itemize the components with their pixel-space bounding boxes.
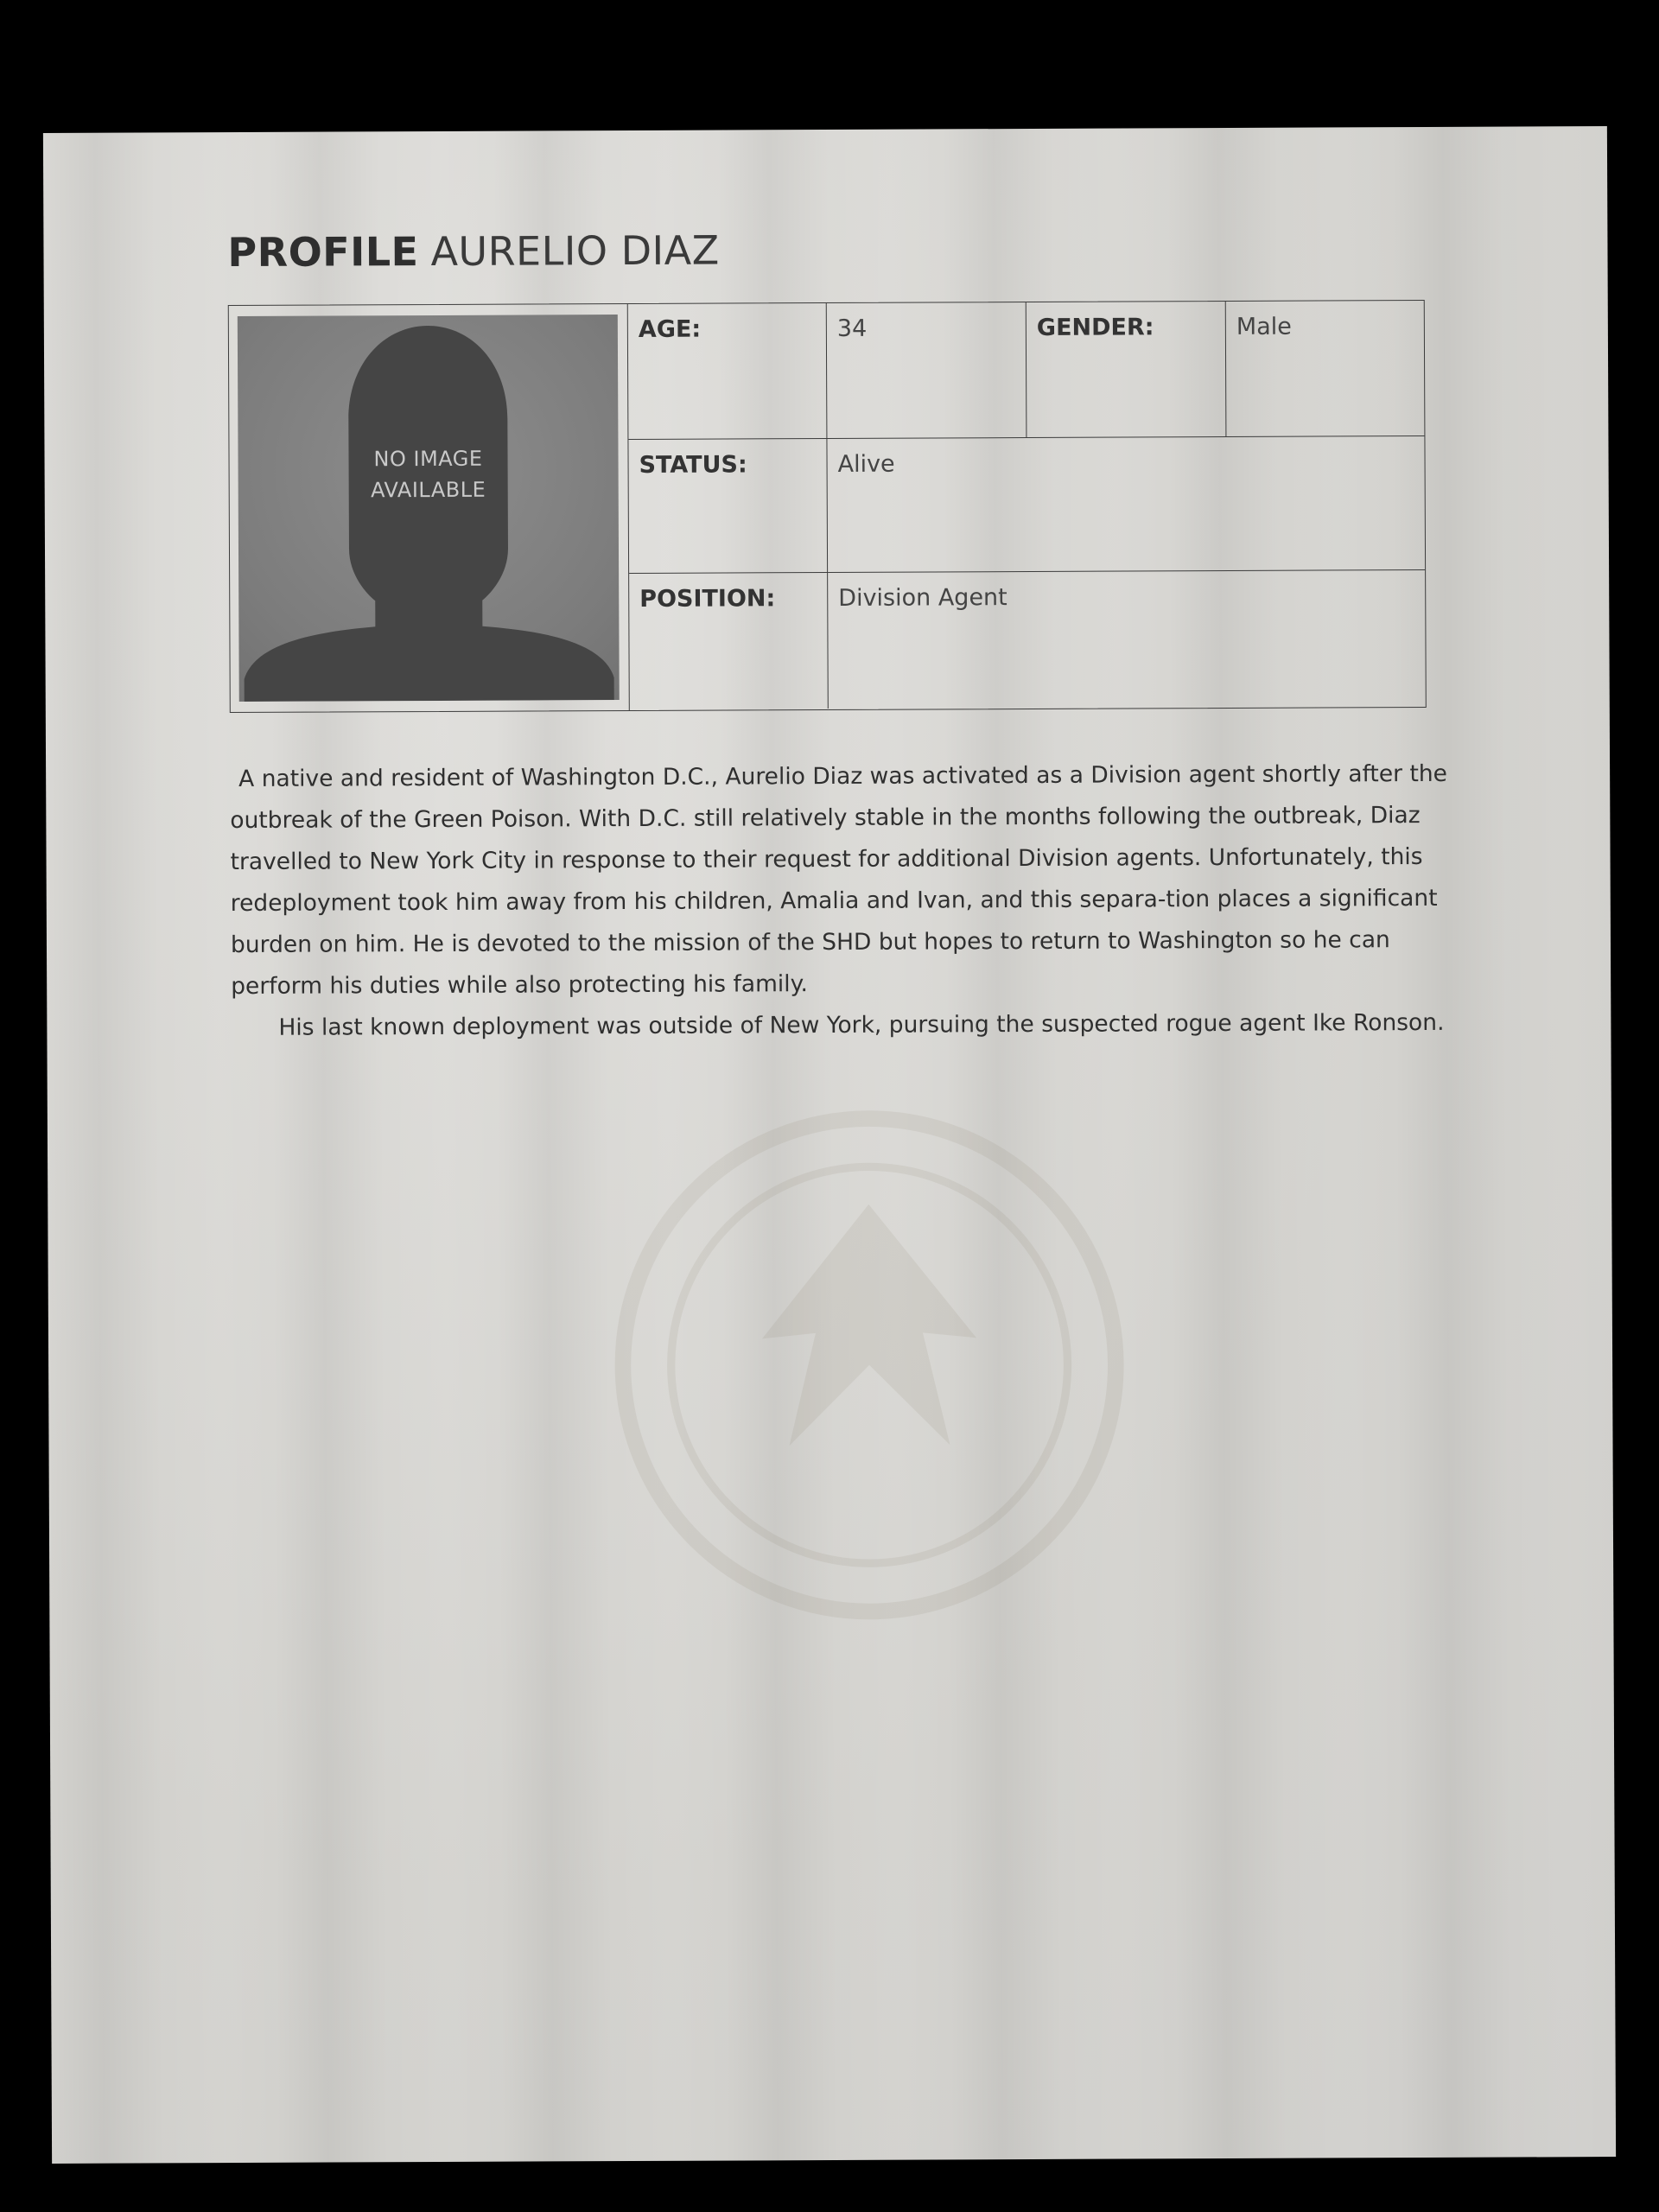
person-silhouette-icon	[238, 315, 620, 702]
position-label-cell	[629, 573, 829, 709]
position-label: POSITION:	[639, 585, 776, 613]
document-content	[43, 126, 1616, 2164]
biography	[230, 753, 1458, 1049]
position-value-cell	[828, 570, 1426, 709]
profile-table	[228, 300, 1427, 713]
document-page	[43, 126, 1616, 2164]
page-title	[227, 227, 719, 276]
no-image-line1: NO IMAGE	[373, 446, 483, 472]
photo-cell	[229, 304, 630, 712]
bio-paragraph-1: A native and resident of Washington D.C., Aurelio Diaz was activated as a Division agent shortly after the outbreak of the Green Poison. With D.C. still relatively stable in the months following the outbreak, Diaz travelled to New York City in response to their request for additional Division agents. Unfortunately, this redeployment took him away from his children, Amalia and Ivan, and this separa-tion places a significant burden on him. He is devoted to the mission of the SHD but hopes to return to Washington so he can perform his duties while also protecting his family.	[230, 760, 1447, 1001]
status-value: Alive	[837, 450, 895, 478]
age-label: AGE:	[638, 315, 702, 343]
no-image-line2: AVAILABLE	[371, 477, 486, 503]
position-value: Division Agent	[838, 584, 1007, 612]
gender-label-cell	[1027, 302, 1227, 438]
status-label-cell	[628, 439, 828, 574]
age-label-cell	[628, 303, 828, 440]
profile-photo-placeholder	[238, 315, 620, 702]
bio-paragraph-2: His last known deployment was outside of New York, pursuing the suspected rogue agent Ike Ronson.	[278, 1008, 1445, 1041]
age-value-cell	[827, 302, 1027, 439]
gender-label: GENDER:	[1036, 314, 1154, 341]
status-label: STATUS:	[639, 451, 747, 479]
gender-value: Male	[1236, 313, 1292, 340]
title-name: AURELIO DIAZ	[430, 226, 720, 276]
status-value-cell	[827, 436, 1425, 573]
age-value: 34	[836, 315, 868, 342]
no-image-label	[238, 442, 618, 506]
title-keyword: PROFILE	[227, 228, 419, 276]
gender-value-cell	[1226, 301, 1425, 437]
